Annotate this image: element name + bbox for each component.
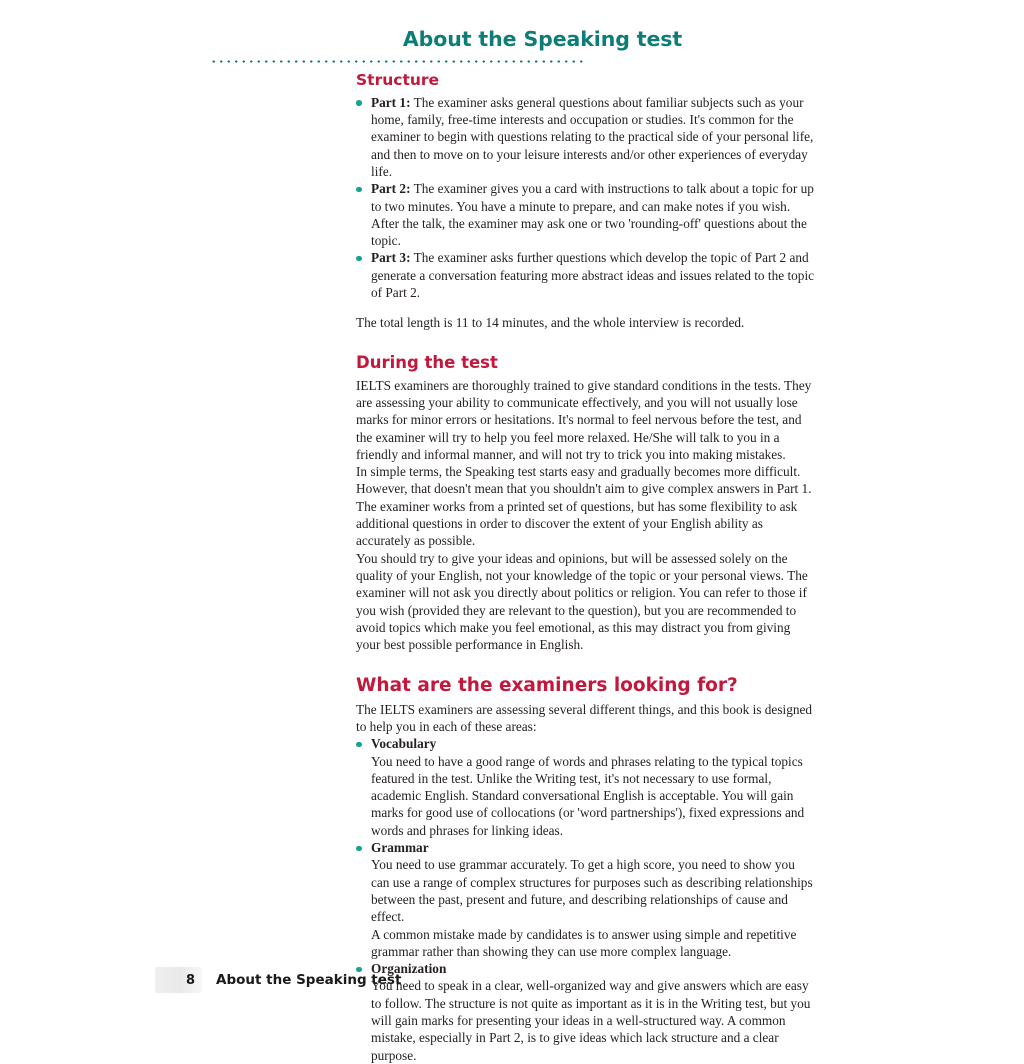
page-title: About the Speaking test xyxy=(402,27,683,51)
during-paragraph-3: You should try to give your ideas and opinions, but will be assessed solely on the quality of your English, not your knowledge of the topic or your personal views. The examiner will not ask you directly about politics or religion. You can refer to those if you wish (provided they are relevant to the question), but you are recommended to avoid topics which make you feel emotional, as this may distract you from giving your best possible performance in English. xyxy=(356,550,808,653)
bullet-dot-icon xyxy=(356,100,362,106)
criterion-paragraph: A common mistake made by candidates is to answer using simple and repetitive grammar rather than showing they can use more complex language. xyxy=(371,926,797,959)
title-block xyxy=(210,28,820,63)
page-number: 8 xyxy=(185,972,195,988)
bullet-dot-icon xyxy=(356,846,362,852)
criterion-title: Vocabulary xyxy=(371,736,437,752)
page-number-badge xyxy=(155,967,202,993)
list-item xyxy=(356,960,816,1064)
bullet-lead-label: Part 2: xyxy=(371,181,411,197)
bullet-dot-icon xyxy=(356,187,362,193)
bullet-lead-label: Part 1: xyxy=(371,94,411,110)
criterion-paragraph: You need to have a good range of words and phrases relating to the typical topics featured in the test. Unlike the Writing test, it's not necessary to use formal, academic English. Standard conversational English is acceptable. You will gain marks for good use of collocations (or 'word partnerships'), fixed expressions and words and phrases for linking ideas. xyxy=(371,753,805,838)
list-item xyxy=(356,180,816,249)
criterion-paragraph: You need to use grammar accurately. To get a high score, you need to show you can use a range of complex structures for purposes such as describing relationships between the past, present and future, and describing relationships of cause and effect. xyxy=(371,857,813,925)
criteria-bullet-list xyxy=(356,735,816,1064)
list-item xyxy=(356,839,816,960)
bullet-text: The examiner asks general questions about familiar subjects such as your home, family, free-time interests and occupation or studies. It's common for the examiner to begin with questions relating to the practical side of your personal life, and then to move on to your leisure interests and/or other experiences of everyday life. xyxy=(371,94,814,179)
heading-structure: Structure xyxy=(356,71,440,89)
heading-during-the-test: During the test xyxy=(356,352,498,372)
structure-closing-paragraph: The total length is 11 to 14 minutes, and the whole interview is recorded. xyxy=(356,315,745,331)
bullet-lead-label: Part 3: xyxy=(371,250,411,266)
list-item xyxy=(356,249,816,301)
heading-examiners-looking-for: What are the examiners looking for? xyxy=(356,675,738,697)
criterion-title: Grammar xyxy=(371,840,429,856)
bullet-text: The examiner asks further questions which develop the topic of Part 2 and generate a conversation featuring more abstract ideas and issues related to the topic of Part 2. xyxy=(371,250,815,301)
list-item xyxy=(356,94,816,180)
bullet-text: The examiner gives you a card with instructions to talk about a topic for up to two minutes. You have a minute to prepare, and can make notes if you wish. After the talk, the examiner may ask one or two 'rounding-off' questions about the topic. xyxy=(371,181,814,249)
bullet-dot-icon xyxy=(356,742,362,748)
footer-running-title: About the Speaking test xyxy=(216,972,402,988)
list-item xyxy=(356,735,816,839)
page-footer xyxy=(155,966,401,994)
bullet-dot-icon xyxy=(356,256,362,262)
during-paragraph-1: IELTS examiners are thoroughly trained to give standard conditions in the tests. They are assessing your ability to communicate effectively, and you will not usually lose marks for minor errors or hesitations. It's normal to feel nervous before the test, and the examiner will try to help you feel more relaxed. He/She will talk to you in a friendly and informal manner, and will not try to trick you into making mistakes. xyxy=(356,377,812,462)
examiners-intro-paragraph: The IELTS examiners are assessing several different things, and this book is designed to help you in each of these areas: xyxy=(356,701,813,734)
structure-bullet-list xyxy=(356,94,816,302)
criterion-paragraph: You need to speak in a clear, well-organized way and give answers which are easy to follow. The structure is not quite as important as it is in the Writing test, but you will gain marks for presenting your ideas in a well-structured way. A common mistake, especially in Part 2, is to give ideas which lack structure and a clear purpose. xyxy=(371,978,811,1063)
main-content xyxy=(356,72,816,1064)
during-paragraph-2: In simple terms, the Speaking test starts easy and gradually becomes more difficult. However, that doesn't mean that you shouldn't aim to give complex answers in Part 1. The examiner works from a printed set of questions, but has some flexibility to ask additional questions in order to discover the extent of your English ability as accurately as possible. xyxy=(356,464,812,549)
criterion-title: Organization xyxy=(371,961,447,977)
dotted-rule-divider xyxy=(210,60,584,63)
